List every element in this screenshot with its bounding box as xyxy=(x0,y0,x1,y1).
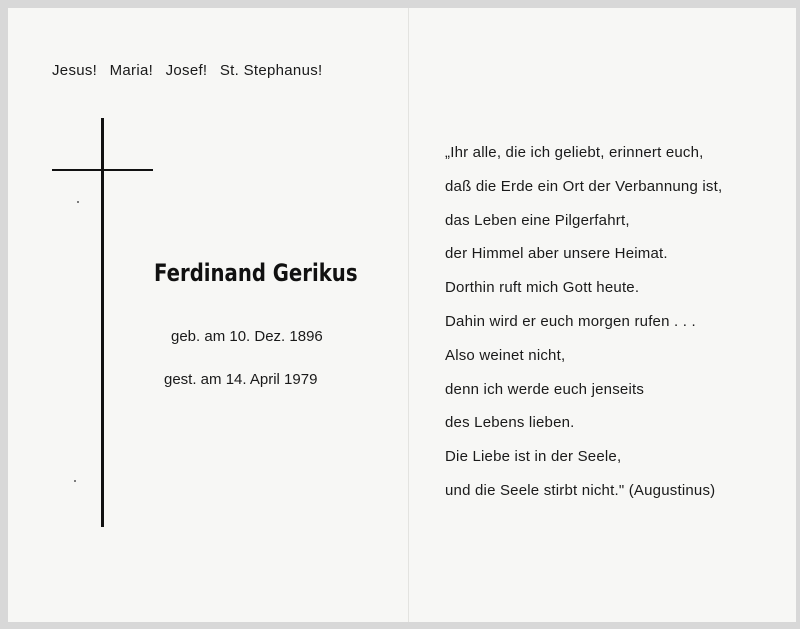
cross-vertical-bar xyxy=(101,118,104,527)
paper-speck xyxy=(74,480,76,482)
cross-horizontal-bar xyxy=(52,169,153,171)
birth-date: geb. am 10. Dez. 1896 xyxy=(171,328,323,345)
invocation-stephanus: St. Stephanus! xyxy=(219,62,323,79)
quote-line: und die Seele stirbt nicht." (Augustinus) xyxy=(445,481,716,499)
invocation-josef: Josef! xyxy=(165,62,208,79)
quote-line: Dorthin ruft mich Gott heute. xyxy=(445,279,640,297)
quote-line: denn ich werde euch jenseits xyxy=(445,380,645,398)
invocation-jesus: Jesus! xyxy=(52,62,98,79)
paper-speck xyxy=(77,201,79,203)
quote-line: der Himmel aber unsere Heimat. xyxy=(445,245,668,263)
quote-line: Die Liebe ist in der Seele, xyxy=(445,448,622,466)
deceased-name: Ferdinand Gerikus xyxy=(154,259,358,287)
death-date: gest. am 14. April 1979 xyxy=(164,371,318,388)
augustinus-quote xyxy=(445,136,785,508)
quote-line: des Lebens lieben. xyxy=(445,414,575,432)
quote-line: daß die Erde ein Ort der Verbannung ist, xyxy=(445,177,723,195)
invocation-maria: Maria! xyxy=(109,62,154,79)
quote-line: Also weinet nicht, xyxy=(445,346,566,364)
quote-line: das Leben eine Pilgerfahrt, xyxy=(445,211,630,229)
fold-line xyxy=(408,8,409,622)
memorial-card xyxy=(8,8,796,622)
quote-line: Dahin wird er euch morgen rufen . . . xyxy=(445,312,696,330)
invocation-line xyxy=(52,62,330,79)
quote-line: „Ihr alle, die ich geliebt, erinnert euch, xyxy=(445,144,704,161)
